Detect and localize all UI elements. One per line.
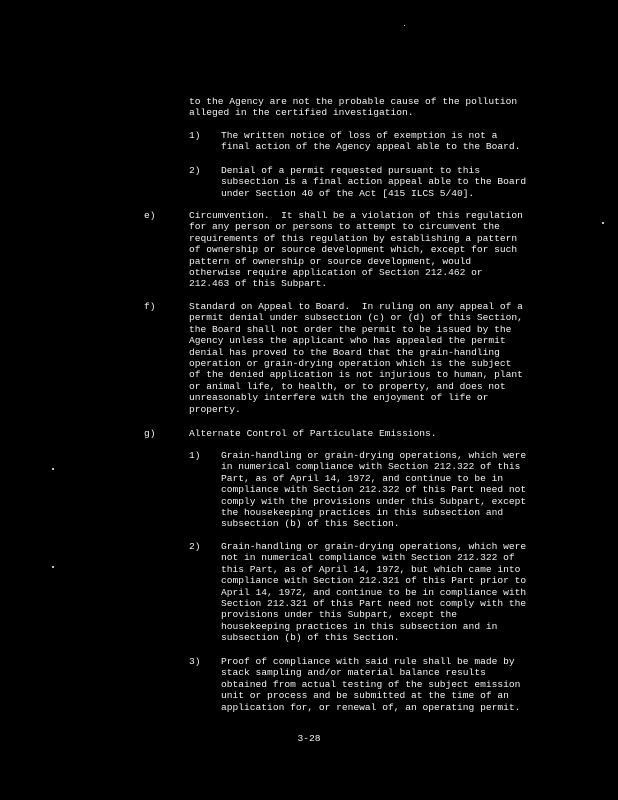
- section-text-circumvention: Circumvention. It shall be a violation of this regulation for any person or persons to attempt to circumvent the requirements of this regulation by establishing a pattern of ownership or source development which, except for such pattern of ownership or source development, would otherwise require application of Section 212.462 or 212.463 of this Subpart.: [189, 210, 523, 290]
- item-text-g3: Proof of compliance with said rule shall be made by stack sampling and/or material balance results obtained from actual testing of the subject emission unit or process and be submitted at the time of an application for, or renewal of, an operating permit.: [221, 656, 521, 713]
- section-heading-alternate-control: Alternate Control of Particulate Emissions.: [189, 428, 437, 439]
- continuation-text: to the Agency are not the probable cause of the pollution alleged in the certified investigation.: [189, 96, 518, 119]
- item-text-d1: The written notice of loss of exemption is not a final action of the Agency appeal able to the Board.: [221, 130, 521, 153]
- section-text-standard-on-appeal: Standard on Appeal to Board. In ruling on any appeal of a permit denial under subsection (c) or (d) of this Section, the Board shall not order the permit to be issued by the Agency unless the applicant who has appealed the permit denial has proved to the Board that the grain-handling operation or grain-drying operation which is the subject of the denied application is not injurious to human, plant or animal life, to health, or to property, and does not unreasonably interfere with the enjoyment of life or property.: [189, 301, 523, 415]
- item-text-g2: Grain-handling or grain-drying operations, which were not in numerical compliance with Section 212.322 of this Part, as of April 14, 1972, but which came into compliance with Section 212.321 of this Part prior to April 14, 1972, and continue to be in compliance with Section 212.321 of this Part need not comply with the provisions under this Subpart, except the housekeeping practices in this subsection and in subsection (b) of this Section.: [221, 541, 527, 644]
- scan-speck: [52, 468, 54, 470]
- item-label-g3: 3): [189, 656, 201, 667]
- item-label-g1: 1): [189, 450, 201, 461]
- section-label-e: e): [144, 210, 156, 221]
- item-text-d2: Denial of a permit requested pursuant to this subsection is a final action appeal able to the Board under Section 40 of the Act [415 ILCS 5/40].: [221, 165, 527, 199]
- section-label-g: g): [144, 428, 156, 439]
- item-label-d2: 2): [189, 165, 201, 176]
- item-label-d1: 1): [189, 130, 201, 141]
- page-number: 3-28: [297, 733, 321, 744]
- scan-speck: [404, 25, 405, 26]
- scan-speck: [52, 566, 54, 568]
- scan-speck: [602, 222, 604, 224]
- item-text-g1: Grain-handling or grain-drying operations, which were in numerical compliance with Section 212.322 of this Part, as of April 14, 1972, and continue to be in compliance with Section 212.322 of this Part need not comply with the provisions under this Subpart, except the housekeeping practices in this subsection and subsection (b) of this Section.: [221, 450, 527, 530]
- item-label-g2: 2): [189, 541, 201, 552]
- section-label-f: f): [144, 301, 156, 312]
